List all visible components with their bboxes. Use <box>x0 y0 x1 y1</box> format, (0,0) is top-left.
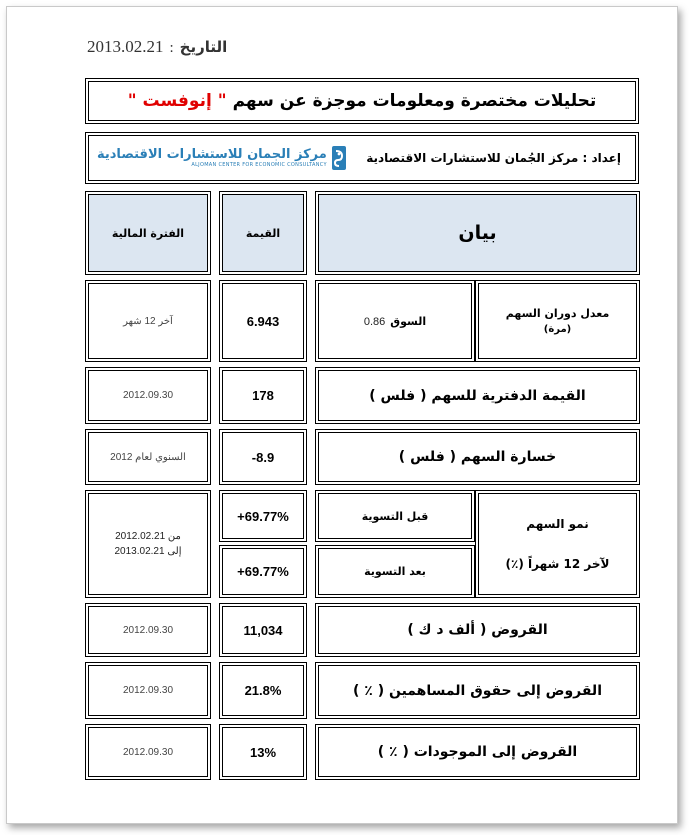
loans-assets-value: 13% <box>249 744 277 760</box>
book-value-value-cell <box>222 370 304 421</box>
book-value-period: 2012.09.30 <box>122 390 174 401</box>
loans-assets-period-cell <box>88 727 208 777</box>
loans-equity-period-cell <box>88 665 208 716</box>
turnover-market-cell <box>318 283 472 359</box>
date-label: التاريخ <box>179 38 228 56</box>
date-separator: : <box>169 40 174 56</box>
loss-label: خسارة السهم ( فلس ) <box>398 449 557 465</box>
loss-value: -8.9 <box>251 449 275 465</box>
loans-equity-label: القروض إلى حقوق المساهمين ( ٪ ) <box>353 682 602 699</box>
header-value <box>222 194 304 272</box>
growth-before-value: +69.77% <box>237 508 289 524</box>
growth-before-value-cell <box>222 493 304 539</box>
book-value-label-cell <box>318 370 637 421</box>
loans-period-cell <box>88 606 208 654</box>
document-page <box>6 6 678 824</box>
header-period <box>88 194 208 272</box>
growth-after-value: +69.77% <box>237 564 289 579</box>
growth-label-period: لآخر 12 شهراً (٪) <box>505 557 610 571</box>
book-value-value: 178 <box>252 388 274 403</box>
book-value-period-cell <box>88 370 208 421</box>
loss-label-cell <box>318 432 637 482</box>
growth-after-label-cell <box>318 548 472 595</box>
turnover-value: 6.943 <box>246 313 280 329</box>
growth-period-to: إلى 2013.02.21 <box>114 546 182 557</box>
turnover-market-label: السوق <box>390 314 427 328</box>
report-title: تحليلات مختصرة ومعلومات موجزة عن سهم <box>232 91 597 111</box>
turnover-market-value: 0.86 <box>363 315 386 328</box>
growth-label: نمو السهم <box>526 517 589 531</box>
header-period-text: الفترة المالية <box>111 226 185 240</box>
loans-label-cell <box>318 606 637 654</box>
loss-value-cell <box>222 432 304 482</box>
growth-after-value-cell <box>222 548 304 595</box>
loans-assets-period: 2012.09.30 <box>122 746 174 758</box>
prepared-by-box <box>88 135 636 181</box>
loans-equity-value: 21.8% <box>244 683 282 698</box>
loans-equity-label-cell <box>318 665 637 716</box>
loans-assets-label-cell <box>318 727 637 777</box>
loans-label: القروض ( ألف د ك ) <box>407 622 548 638</box>
joman-logo-icon <box>331 145 347 171</box>
loans-assets-value-cell <box>222 727 304 777</box>
header-value-text: القيمة <box>245 226 281 240</box>
company-name: " إنوفست " <box>127 91 227 111</box>
loss-period: السنوي لعام 2012 <box>110 451 186 463</box>
date-line <box>87 37 227 61</box>
turnover-period: آخر 12 شهر <box>123 315 173 327</box>
growth-before-label: قبل التسوية <box>361 509 429 523</box>
loans-period: 2012.09.30 <box>122 624 174 636</box>
growth-period-from: من 2012.02.21 <box>115 531 181 542</box>
turnover-label: معدل دوران السهم <box>505 307 610 320</box>
turnover-unit: (مرة) <box>543 324 572 335</box>
loss-period-cell <box>88 432 208 482</box>
growth-label-cell <box>478 493 637 595</box>
prepared-by-text: إعداد : مركز الجُمان للاستشارات الاقتصادية <box>366 151 621 165</box>
growth-after-label: بعد التسوية <box>364 565 426 578</box>
loans-equity-value-cell <box>222 665 304 716</box>
growth-period-cell <box>88 493 208 595</box>
loans-value-cell <box>222 606 304 654</box>
loans-equity-period: 2012.09.30 <box>122 685 174 696</box>
growth-before-label-cell <box>318 493 472 539</box>
turnover-period-cell <box>88 283 208 359</box>
title-box <box>88 81 636 121</box>
logo-english-text: ALJOMAN CENTER FOR ECONOMIC CONSULTANCY <box>191 162 327 168</box>
turnover-label-cell <box>478 283 637 359</box>
book-value-label: القيمة الدفترية للسهم ( فلس ) <box>369 387 586 404</box>
joman-logo <box>97 145 347 171</box>
loans-value: 11,034 <box>243 622 283 638</box>
header-statement-text: بيان <box>458 222 497 244</box>
date-value: 2013.02.21 <box>87 37 164 56</box>
loans-assets-label: القروض إلى الموجودات ( ٪ ) <box>377 744 578 760</box>
turnover-value-cell <box>222 283 304 359</box>
header-statement <box>318 194 637 272</box>
logo-arabic-text: مركز الجمان للاستشارات الاقتصادية <box>97 147 327 162</box>
